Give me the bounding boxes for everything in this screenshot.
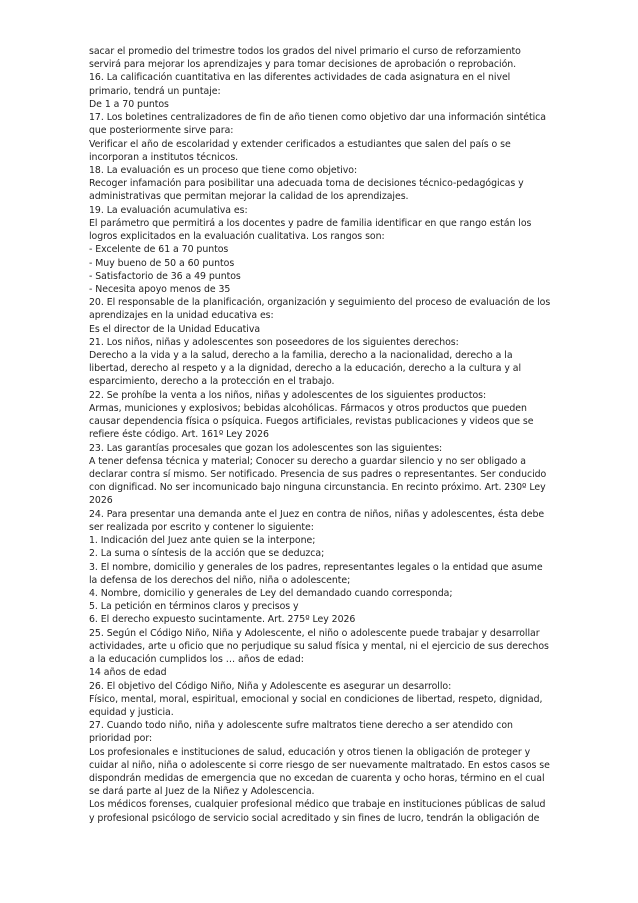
- text-line: 19. La evaluación acumulativa es:: [89, 204, 248, 216]
- text-line: cuidar al niño, niña o adolescente si corre riesgo de ser nuevamente maltratado. En estos casos se: [89, 759, 550, 771]
- text-line: Los profesionales e instituciones de salud, educación y otros tienen la obligación de proteger y: [89, 746, 531, 758]
- text-line: equidad y justicia.: [89, 706, 174, 718]
- text-line: causar dependencia física o psíquica. Fuegos artificiales, revistas publicaciones y videos que se: [89, 416, 534, 428]
- text-line: incorporan a institutos técnicos.: [89, 151, 239, 163]
- text-line: 25. Según el Código Niño, Niña y Adolescente, el niño o adolescente puede trabajar y desarrollar: [89, 627, 540, 639]
- text-line: - Necesita apoyo menos de 35: [89, 283, 231, 295]
- text-line: 26. El objetivo del Código Niño, Niña y Adolescente es asegurar un desarrollo:: [89, 680, 452, 692]
- text-line: primario, tendrá un puntaje:: [89, 85, 221, 97]
- text-line: De 1 a 70 puntos: [89, 98, 169, 110]
- text-line: - Excelente de 61 a 70 puntos: [89, 244, 229, 256]
- text-line: servirá para mejorar los aprendizajes y para tomar decisiones de aprobación o reprobación.: [89, 59, 517, 71]
- text-line: 22. Se prohíbe la venta a los niños, niñas y adolescentes de los siguientes productos:: [89, 389, 487, 401]
- text-line: dispondrán medidas de emergencia que no excedan de cuarenta y ocho horas, término en el cual: [89, 773, 545, 785]
- text-line: a la educación cumplidos los … años de edad:: [89, 654, 304, 666]
- text-line: la defensa de los derechos del niño, niña o adolescente;: [89, 574, 351, 586]
- text-line: sacar el promedio del trimestre todos los grados del nivel primario el curso de reforzamiento: [89, 46, 521, 57]
- text-line: actividades, arte u oficio que no perjudique su salud física y mental, ni el ejercicio de sus derechos: [89, 640, 549, 652]
- text-line: ser realizada por escrito y contener lo siguiente:: [89, 521, 314, 533]
- text-line: libertad, derecho al respeto y a la dignidad, derecho a la educación, derecho a la cultura y al: [89, 363, 522, 375]
- text-line: declarar contra sí mismo. Ser notificado. Presencia de sus padres o representantes. Ser conducido: [89, 469, 547, 480]
- text-line: Armas, municiones y explosivos; bebidas alcohólicas. Fármacos y otros productos que pueden: [89, 402, 527, 414]
- text-line: 27. Cuando todo niño, niña y adolescente sufre maltratos tiene derecho a ser atendido con: [89, 720, 513, 732]
- text-line: 24. Para presentar una demanda ante el Juez en contra de niños, niñas y adolescentes, ésta debe: [89, 508, 545, 520]
- document-page: [89, 45, 551, 825]
- text-line: - Muy bueno de 50 a 60 puntos: [89, 257, 235, 269]
- text-line: y profesional psicólogo de servicio social acreditado y sin fines de lucro, tendrán la obligación de: [89, 812, 540, 824]
- text-line: 4. Nombre, domicilio y generales de Ley del demandado cuando corresponda;: [89, 587, 453, 599]
- text-line: Los médicos forenses, cualquier profesional médico que trabaje en instituciones públicas de salud: [89, 799, 546, 811]
- text-line: 1. Indicación del Juez ante quien se la interpone;: [89, 535, 316, 547]
- text-line: 21. Los niños, niñas y adolescentes son poseedores de los siguientes derechos:: [89, 336, 459, 348]
- text-line: refiere éste código. Art. 161º Ley 2026: [89, 429, 269, 441]
- text-line: aprendizajes en la unidad educativa es:: [89, 310, 274, 322]
- text-line: 20. El responsable de la planificación, organización y seguimiento del proceso de evaluación de los: [89, 297, 551, 309]
- text-line: Verificar el año de escolaridad y extender cerificados a estudiantes que salen del país o se: [89, 138, 511, 150]
- text-line: prioridad por:: [89, 733, 153, 745]
- text-line: se dará parte al Juez de la Niñez y Adolescencia.: [89, 786, 315, 798]
- text-line: 2026: [89, 495, 113, 507]
- text-line: 14 años de edad: [89, 667, 167, 679]
- text-line: Físico, mental, moral, espiritual, emocional y social en condiciones de libertad, respeto, dignidad,: [89, 693, 543, 705]
- text-line: 17. Los boletines centralizadores de fin de año tienen como objetivo dar una información sintética: [89, 112, 546, 124]
- text-line: 3. El nombre, domicilio y generales de los padres, representantes legales o la entidad que asume: [89, 561, 543, 573]
- text-line: que posteriormente sirve para:: [89, 125, 234, 137]
- text-line: 6. El derecho expuesto sucintamente. Art. 275º Ley 2026: [89, 614, 356, 626]
- text-line: A tener defensa técnica y material; Conocer su derecho a guardar silencio y no ser obligado a: [89, 455, 526, 467]
- text-line: 5. La petición en términos claros y precisos y: [89, 601, 299, 613]
- text-line: El parámetro que permitirá a los docentes y padre de familia identificar en que rango están los: [89, 217, 532, 229]
- text-line: 18. La evaluación es un proceso que tiene como objetivo:: [89, 164, 358, 176]
- text-line: Recoger infamación para posibilitar una adecuada toma de decisiones técnico-pedagógicas y: [89, 178, 524, 190]
- text-line: 23. Las garantías procesales que gozan los adolescentes son las siguientes:: [89, 442, 443, 454]
- text-line: 2. La suma o síntesis de la acción que se deduzca;: [89, 548, 325, 560]
- text-line: Derecho a la vida y a la salud, derecho a la familia, derecho a la nacionalidad, derecho a la: [89, 350, 513, 362]
- text-line: Es el director de la Unidad Educativa: [89, 323, 261, 335]
- text-line: con dignificad. No ser incomunicado bajo ninguna circunstancia. En recinto próximo. Art. 230º Ley: [89, 482, 546, 494]
- text-line: logros explicitados en la evaluación cualitativa. Los rangos son:: [89, 231, 385, 243]
- text-line: administrativas que permitan mejorar la calidad de los aprendizajes.: [89, 191, 409, 203]
- text-line: 16. La calificación cuantitativa en las diferentes actividades de cada asignatura en el nivel: [89, 72, 511, 84]
- text-line: esparcimiento, derecho a la protección en el trabajo.: [89, 376, 335, 388]
- text-line: - Satisfactorio de 36 a 49 puntos: [89, 270, 241, 282]
